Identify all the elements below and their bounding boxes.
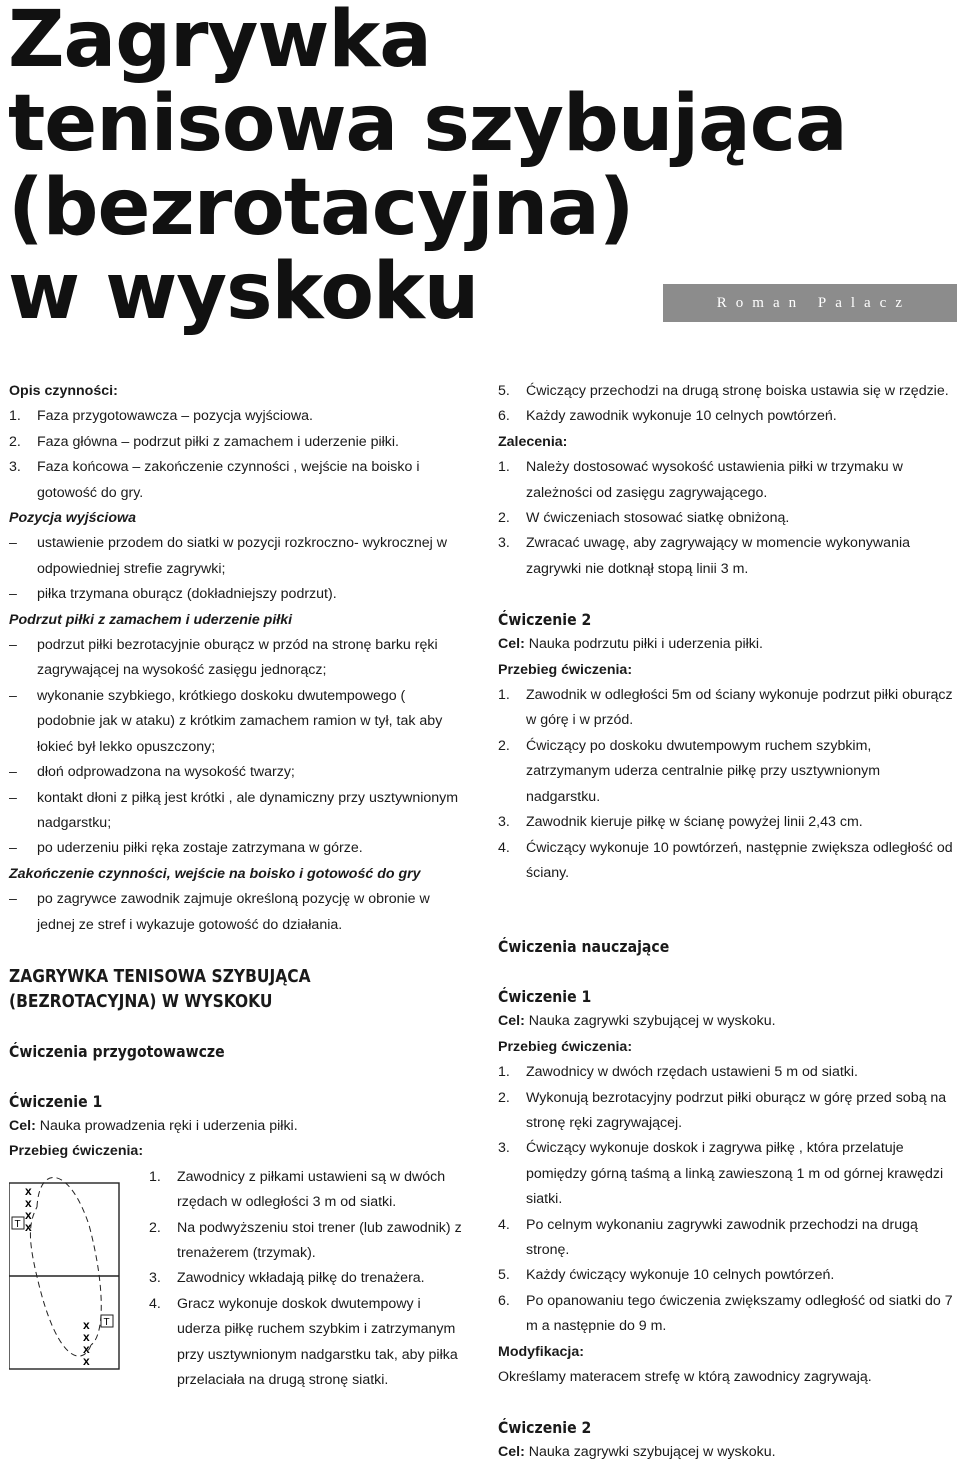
list-item: [9, 836, 463, 861]
list-item: [498, 379, 953, 404]
item-dash: –: [9, 637, 17, 654]
exercise-title: Ćwiczenie 2: [498, 1418, 592, 1438]
title-line: tenisowa szybująca: [8, 79, 847, 169]
item-text: ustawienie przodem do siatki w pozycji rozkroczno- wykrocznej w odpowiedniej strefie zagrywki;: [37, 535, 448, 577]
item-text: Ćwiczący wykonuje 10 powtórzeń, następnie zwiększa odległość od ściany.: [526, 839, 953, 881]
zakonczenie-heading: Zakończenie czynności, wejście na boisko i gotowość do gry: [9, 865, 421, 882]
item-number: 1.: [149, 1168, 161, 1185]
item-dash: –: [9, 789, 17, 806]
item-text: Na podwyższeniu stoi trener (lub zawodnik) z trenażerem (trzymak).: [177, 1219, 462, 1261]
player-mark: x: [25, 1195, 32, 1210]
item-text: Faza główna – podrzut piłki z zamachem i uderzenie piłki.: [37, 433, 399, 450]
przebieg-heading: Przebieg ćwiczenia:: [498, 661, 633, 678]
list-item: [9, 582, 463, 607]
list-item: [9, 786, 463, 837]
list-item: [149, 1292, 463, 1394]
modyfikacja-text: Określamy materacem strefę w którą zawodnicy zagrywają.: [498, 1369, 872, 1385]
item-number: 3.: [9, 459, 21, 476]
item-number: 4.: [498, 1216, 510, 1233]
list-item: [498, 1086, 953, 1137]
goal-label: Cel:: [498, 1444, 525, 1461]
exercise-goal: [498, 1440, 953, 1465]
trainer-mark: T: [103, 1316, 110, 1328]
goal-text: Nauka zagrywki szybującej w wyskoku.: [524, 1013, 776, 1030]
list-item: [498, 531, 953, 582]
item-text: dłoń odprowadzona na wysokość twarzy;: [37, 764, 295, 781]
item-number: 2.: [149, 1219, 161, 1236]
list-item: [149, 1165, 463, 1216]
right-column: [498, 379, 953, 1466]
item-text: podrzut piłki bezrotacyjnie oburącz w przód na stronę barku ręki zagrywającej na wysokość zasięgu jednorącz;: [37, 637, 438, 679]
goal-label: Cel:: [9, 1117, 36, 1134]
player-mark: x: [25, 1219, 32, 1234]
item-text: Zawodnik kieruje piłkę w ścianę powyżej linii 2,43 cm.: [526, 814, 863, 831]
cwiczenia-przygotowawcze-heading: Ćwiczenia przygotowawcze: [9, 1041, 225, 1061]
goal-label: Cel:: [498, 1013, 525, 1030]
player-mark: x: [83, 1329, 90, 1344]
player-mark: x: [25, 1183, 32, 1198]
list-item: [9, 404, 463, 429]
item-text: Po opanowaniu tego ćwiczenia zwiększamy odległość od siatki do 7 m a następnie do 9 m.: [526, 1292, 953, 1335]
item-number: 1.: [498, 687, 510, 704]
ball-trajectory: [30, 1207, 91, 1356]
item-text: Po celnym wykonaniu zagrywki zawodnik przechodzi na drugą stronę.: [526, 1216, 918, 1258]
list-item: [9, 531, 463, 582]
item-dash: –: [9, 687, 17, 704]
left-column: [9, 379, 463, 1393]
goal-text: Nauka podrzutu piłki i uderzenia piłki.: [524, 636, 763, 653]
list-item: [498, 404, 953, 429]
opis-heading: Opis czynności:: [9, 383, 118, 399]
ball-trajectory: [37, 1177, 101, 1345]
item-text: Zawodnicy w dwóch rzędach ustawieni 5 m od siatki.: [526, 1064, 858, 1081]
list-item: [498, 1263, 953, 1288]
przebieg-heading: Przebieg ćwiczenia:: [9, 1143, 144, 1160]
item-text: Wykonują bezrotacyjny podrzut piłki oburącz w górę przed sobą na stronę ręki zagrywającej.: [526, 1089, 947, 1131]
title-line: w wyskoku: [8, 247, 479, 337]
item-text: Zawodnicy wkładają piłkę do trenażera.: [177, 1270, 425, 1287]
item-text: Każdy zawodnik wykonuje 10 celnych powtórzeń.: [526, 408, 837, 425]
item-number: 3.: [149, 1270, 161, 1287]
item-number: 6.: [498, 1292, 510, 1309]
cwiczenia-nauczajace-heading: Ćwiczenia nauczające: [498, 937, 670, 957]
item-dash: –: [9, 586, 17, 603]
list-item: [149, 1266, 463, 1291]
title-line: Zagrywka: [8, 0, 431, 85]
item-text: wykonanie szybkiego, krótkiego doskoku dwutempowego ( podobnie jak w ataku) z krótkim zamachem ramion w tył, tak aby łokieć był lekko opuszczony;: [37, 687, 443, 755]
section-title: (BEZROTACYJNA) W WYSKOKU: [9, 990, 273, 1012]
item-number: 5.: [498, 383, 510, 399]
zalecenia-heading: Zalecenia:: [498, 433, 568, 450]
goal-text: Nauka prowadzenia ręki i uderzenia piłki.: [35, 1117, 298, 1134]
exercise-goal: [498, 1009, 953, 1034]
list-item: [498, 506, 953, 531]
item-text: Gracz wykonuje doskok dwutempowy i uderza piłkę ruchem szybkim i zatrzymanym przy usztywnionym nadgarstku tak, aby piłka przelaciała na drugą stronę siatki.: [177, 1295, 458, 1388]
list-item: [498, 810, 953, 835]
opis-list: [9, 404, 463, 506]
section-title: ZAGRYWKA TENISOWA SZYBUJĄCA: [9, 965, 311, 987]
exercise-steps: [149, 1165, 463, 1394]
list-item: [9, 430, 463, 455]
item-dash: –: [9, 764, 17, 781]
item-text: po uderzeniu piłki ręka zostaje zatrzymana w górze.: [37, 840, 363, 857]
list-item: [498, 455, 953, 506]
goal-text: Nauka zagrywki szybującej w wyskoku.: [524, 1444, 776, 1461]
list-item: [498, 836, 953, 887]
item-number: 3.: [498, 1140, 510, 1157]
list-item: [498, 1060, 953, 1085]
list-item: [9, 684, 463, 760]
item-text: Ćwiczący przechodzi na drugą stronę boiska ustawia się w rzędzie.: [526, 383, 949, 399]
item-text: kontakt dłoni z piłką jest krótki , ale dynamiczny przy usztywnionym nadgarstku;: [37, 789, 459, 831]
title-line: (bezrotacyjna): [8, 163, 634, 253]
list-item: [149, 1216, 463, 1267]
item-dash: –: [9, 840, 17, 857]
trainer-mark: T: [14, 1218, 21, 1230]
item-number: 5.: [498, 1267, 510, 1284]
modyfikacja-heading: Modyfikacja:: [498, 1343, 584, 1360]
podrzut-heading: Podrzut piłki z zamachem i uderzenie piłki: [9, 611, 293, 628]
item-text: Ćwiczący wykonuje doskok i zagrywa piłkę , która przelatuje pomiędzy górną taśmą a linką zawieszoną 1 m od górnej krawędzi siatki.: [526, 1140, 944, 1208]
exercise-goal: [498, 632, 953, 657]
pozycja-heading: Pozycja wyjściowa: [9, 510, 136, 527]
item-text: Każdy ćwiczący wykonuje 10 celnych powtórzeń.: [526, 1267, 835, 1284]
item-text: po zagrywce zawodnik zajmuje określoną pozycję w obronie w jednej ze stref i wykazuje gotowość do działania.: [37, 891, 430, 933]
list-item: [498, 1289, 953, 1340]
item-text: W ćwiczeniach stosować siatkę obniżoną.: [526, 510, 790, 527]
player-mark: x: [83, 1341, 90, 1356]
list-item: [9, 887, 463, 938]
exercise-title: Ćwiczenie 1: [9, 1091, 103, 1111]
exercise-title: Ćwiczenie 2: [498, 610, 592, 630]
exercise-title: Ćwiczenie 1: [498, 987, 592, 1007]
item-dash: –: [9, 891, 17, 908]
player-mark: x: [83, 1317, 90, 1332]
player-mark: x: [25, 1207, 32, 1222]
przebieg-heading: Przebieg ćwiczenia:: [498, 1038, 633, 1055]
list-item: [498, 1213, 953, 1264]
item-number: 1.: [9, 408, 21, 425]
item-number: 3.: [498, 814, 510, 831]
exercise-goal: [9, 1114, 463, 1139]
item-number: 2.: [498, 1089, 510, 1106]
item-number: 4.: [498, 839, 510, 856]
item-text: piłka trzymana oburącz (dokładniejszy podrzut).: [37, 586, 337, 603]
author-banner: Roman Palacz: [663, 284, 957, 322]
item-text: Faza przygotowawcza – pozycja wyjściowa.: [37, 408, 313, 425]
item-text: Zawodnicy z piłkami ustawieni są w dwóch rzędach w odległości 3 m od siatki.: [177, 1168, 446, 1211]
goal-label: Cel:: [498, 636, 525, 653]
item-number: 4.: [149, 1295, 161, 1312]
list-item: [498, 734, 953, 810]
item-number: 3.: [498, 535, 510, 552]
player-mark: x: [83, 1353, 90, 1368]
list-item: [9, 455, 463, 506]
item-number: 1.: [498, 1064, 510, 1081]
item-text: Zwracać uwagę, aby zagrywający w momencie wykonywania zagrywki nie dotknął stopą linii 3 m.: [526, 535, 911, 577]
item-text: Ćwiczący po doskoku dwutempowym ruchem szybkim, zatrzymanym uderza centralnie piłkę przy usztywnionym nadgarstku.: [526, 737, 881, 805]
exercise-with-diagram: [9, 1165, 463, 1394]
court-diagram: [9, 1165, 121, 1377]
item-number: 2.: [9, 433, 21, 450]
item-text: Faza końcowa – zakończenie czynności , wejście na boisko i gotowość do gry.: [37, 459, 420, 501]
list-item: [498, 1136, 953, 1212]
item-text: Należy dostosować wysokość ustawienia piłki w trzymaku w zależności od zasięgu zagrywającego.: [526, 459, 903, 501]
item-number: 1.: [498, 459, 510, 476]
list-item: [498, 683, 953, 734]
list-item: [9, 633, 463, 684]
item-number: 2.: [498, 737, 510, 754]
item-number: 2.: [498, 510, 510, 527]
item-number: 6.: [498, 408, 510, 425]
item-dash: –: [9, 535, 17, 552]
list-item: [9, 760, 463, 785]
item-text: Zawodnik w odległości 5m od ściany wykonuje podrzut piłki oburącz w górę i w przód.: [526, 687, 953, 729]
